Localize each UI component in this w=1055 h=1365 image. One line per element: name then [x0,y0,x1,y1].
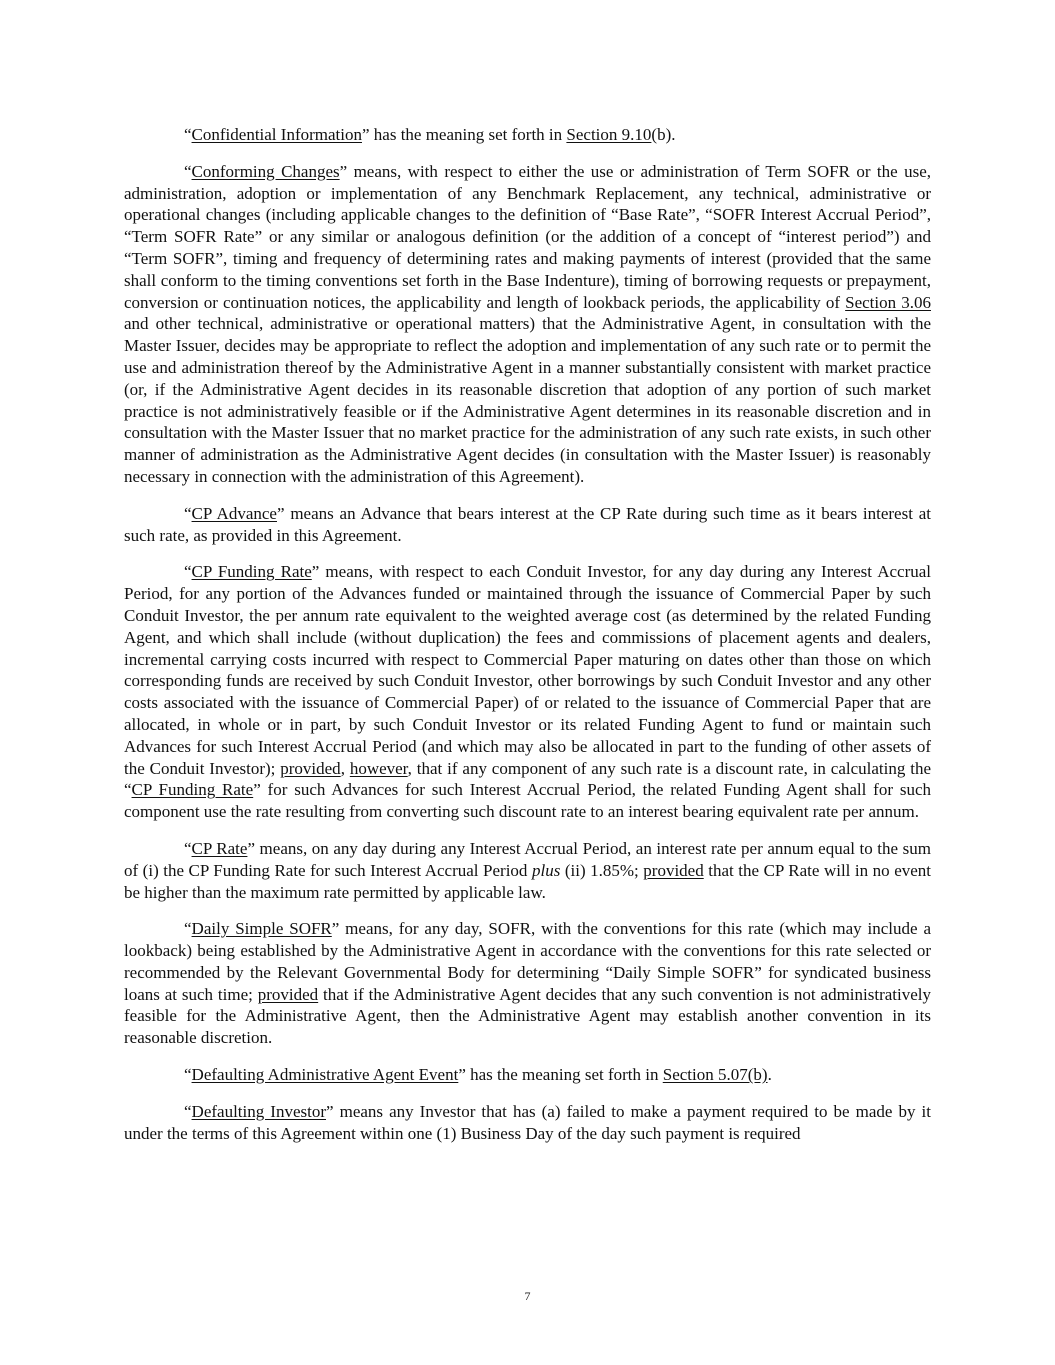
paragraph-text: , that if any component of any such rate is a discount rate, in calculating the “ [124,758,931,800]
paragraph-text: (ii) 1.85%; [560,860,644,880]
definition-conforming-changes [124,161,931,488]
paragraph-text: “ [184,503,192,523]
paragraph-text: “ [184,919,192,939]
paragraph-text: , [340,758,350,778]
definition-cp-funding-rate [124,561,931,823]
definition-defaulting-investor [124,1101,931,1145]
paragraph-text: . [767,1065,772,1085]
underlined-term: Defaulting Investor [191,1101,326,1121]
paragraph-text: “ [184,562,192,582]
underlined-term: CP Advance [191,503,277,523]
definition-cp-advance [124,503,931,547]
underlined-term: CP Rate [191,838,248,858]
underlined-term: provided [643,860,704,880]
paragraph-text: “ [184,125,192,144]
paragraph-text: “ [184,1101,192,1121]
definition-defaulting-administrative-agent-event [124,1064,931,1086]
paragraph-text: (b). [651,125,676,144]
paragraph-text: ” has the meaning set forth in [458,1065,663,1085]
paragraph-text: “ [184,838,192,858]
underlined-term: provided [257,984,319,1004]
paragraph-text: that the CP Rate will in no event be higher than the maximum rate permitted by applicable law. [124,860,932,902]
paragraph-text: that if the Administrative Agent decides that any such convention is not administratively feasible for the Administrative Agent, then the Administrative Agent may establish another convention in its reasonable discretion. [124,984,931,1048]
paragraph-text: “ [184,161,192,181]
underlined-term: CP Funding Rate [131,780,254,800]
paragraph-text: “ [184,1065,192,1085]
page-number: 7 [524,1289,531,1303]
underlined-term: Section 9.10 [566,125,652,144]
underlined-term: Daily Simple SOFR [191,919,332,939]
definition-cp-rate [124,838,931,903]
definition-confidential-information [124,124,931,146]
paragraph-text: ” means, with respect to either the use or administration of Term SOFR or the use, administration, adoption or implementation of any Benchmark Replacement, any technical, administrative or operational changes (including applicable changes to the definition of “Base Rate”, “SOFR Interest Accrual Period”, “Term SOFR Rate” or any similar or analogous definition (or the addition of a concept of “interest period”) and “Term SOFR”, timing and frequency of determining rates and making payments of interest (provided that the same shall conform to the timing conventions set forth in the Base Indenture), timing of borrowing requests or prepayment, conversion or continuation notices, the applicability and length of lookback periods, the applicability of [124,161,932,312]
paragraph-text: ” means, for any day, SOFR, with the conventions for this rate (which may include a lookback) being established by the Administrative Agent in accordance with the conventions for this rate selected or recommended by the Relevant Governmental Body for determining “Daily Simple SOFR” for syndicated business loans at such time; [124,919,931,1004]
paragraph-text: ” means, on any day during any Interest Accrual Period, an interest rate per annum equal to the sum of (i) the CP Funding Rate for such Interest Accrual Period [124,838,931,880]
italic-term: plus [531,860,561,880]
underlined-term: however [349,758,408,778]
definition-daily-simple-sofr [124,918,931,1049]
paragraph-text: and other technical, administrative or operational matters) that the Administrative Agent, in consultation with the Master Issuer, decides may be appropriate to reflect the adoption and implementation of any such rate or to permit the use and administration thereof by the Administrative Agent in a manner substantially consistent with market practice (or, if the Administrative Agent decides in its reasonable discretion that adoption of any portion of such market practice is not administratively feasible or if the Administrative Agent determines in its reasonable discretion and in consultation with the Master Issuer that no market practice for the administration of any such rate exists, in such other manner of administration as the Administrative Agent decides (in consultation with the Master Issuer) is reasonably necessary in connection with the administration of this Agreement). [124,314,931,486]
underlined-term: provided [280,758,341,778]
underlined-term: Confidential Information [191,125,362,144]
underlined-term: Conforming Changes [191,161,340,181]
underlined-term: Defaulting Administrative Agent Event [191,1065,459,1085]
paragraph-text: ” means any Investor that has (a) failed to make a payment required to be made by it under the terms of this Agreement within one (1) Business Day of the day such payment is required [124,1101,931,1143]
paragraph-text: ” means an Advance that bears interest at the CP Rate during such time as it bears interest at such rate, as provided in this Agreement. [124,503,931,545]
underlined-term: Section 3.06 [845,292,931,312]
paragraph-text: ” for such Advances for such Interest Accrual Period, the related Funding Agent shall for such component use the rate resulting from converting such discount rate to an interest bearing equivalent rate per annum. [124,780,931,822]
underlined-term: Section 5.07(b) [662,1065,768,1085]
document-page [124,124,931,1159]
paragraph-text: ” has the meaning set forth in [361,125,567,144]
paragraph-text: ” means, with respect to each Conduit Investor, for any day during any Interest Accrual Period, for any portion of the Advances funded or maintained through the issuance of Commercial Paper by such Conduit Investor, the per annum rate equivalent to the weighted average cost (as determined by the related Funding Agent, and which shall include (without duplication) the fees and commissions of placement agents and dealers, incremental carrying costs incurred with respect to Commercial Paper maturing on dates other than those on which corresponding funds are received by such Conduit Investor, other borrowings by such Conduit Investor and any other costs associated with the issuance of Commercial Paper) of or related to the issuance of Commercial Paper that are allocated, in whole or in part, by such Conduit Investor or its related Funding Agent to fund or maintain such Advances for such Interest Accrual Period (and which may also be allocated in part to the funding of other assets of the Conduit Investor); [124,562,931,778]
underlined-term: CP Funding Rate [191,562,312,582]
